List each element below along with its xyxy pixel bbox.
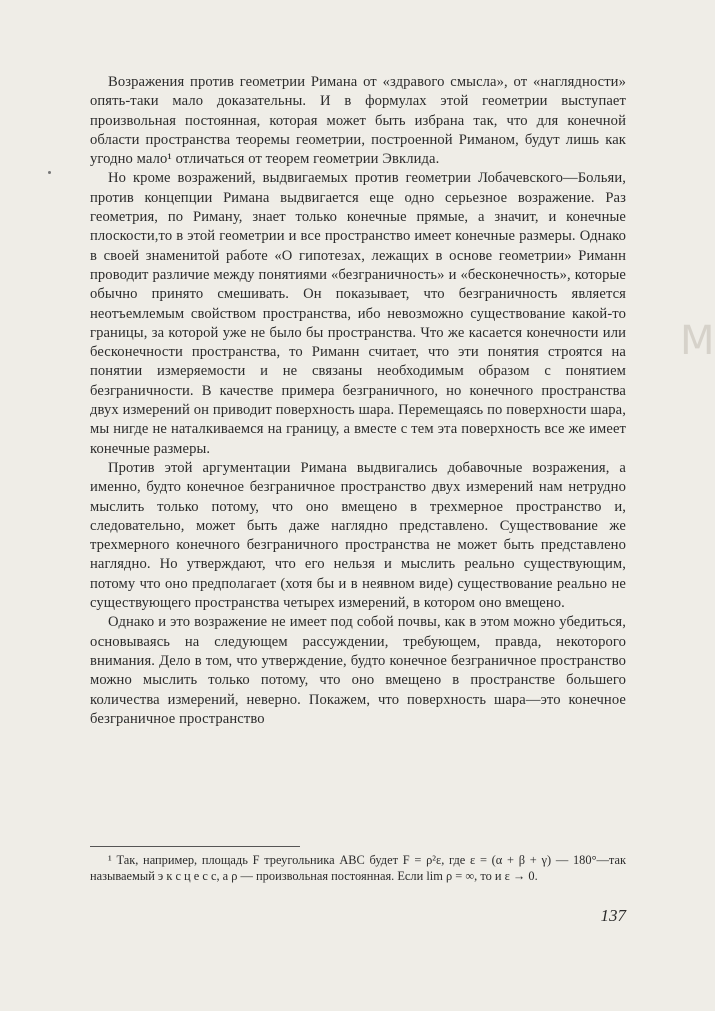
margin-dot [48, 171, 51, 174]
main-text [90, 73, 626, 729]
paragraph-4: Однако и это возражение не имеет под собой почвы, как в этом можно убедиться, основываясь на следующем рассуждении, требующем, правда, некоторого внимания. Дело в том, что утверждение, будто конечное безграничное пространство можно мыслить только потому, что оно вмещено в пространстве большего количества измерений, неверно. Покажем, что поверхность шара—это конечное безграничное пространство [90, 614, 626, 727]
paragraph-2: Но кроме возражений, выдвигаемых против геометрии Лобачевского—Больяи, против концепции Римана выдвигается еще одно серьезное возражение. Раз геометрия, по Риману, знает только конечные прямые, а значит, и конечные плоскости,то в этой геометрии и все пространство имеет конечные размеры. Однако в своей знаменитой работе «О гипотезах, лежащих в основе геометрии» Риманн проводит различие между понятиями «безграничность» и «бесконечность», которые обычно принято смешивать. Он показывает, что безграничность является неотъемлемым свойством пространства, ибо невозможно существование какой-то границы, за которой уже не было бы пространства. Что же касается конечности или бесконечности пространства, то Риманн считает, что эти понятия строятся на понятии измеряемости и не связаны необходимым образом с понятием безграничности. В качестве примера безграничного, но конечного пространства двух измерений он приводит поверхность шара. Перемещаясь по поверхности шара, мы нигде не наталкиваемся на границу, а вместе с тем эта поверхность все же имеет конечные размеры. [90, 170, 626, 457]
page-number: 137 [600, 906, 626, 925]
paragraph-3: Против этой аргументации Римана выдвигались добавочные возражения, а именно, будто конечное безграничное пространство двух измерений нам нетрудно мыслить только потому, что оно вмещено в трехмерное пространство и, следовательно, может быть даже наглядно представлено. Существование же трехмерного конечного безграничного пространства не может быть представлено наглядно. Но утверждают, что его нельзя и мыслить реально существующим, потому что оно предполагает (хотя бы и в неявном виде) существование реально не существующего пространства четырех измерений, в котором оно вмещено. [90, 459, 626, 612]
footnote: ¹ Так, например, площадь F треугольника ABC будет F = ρ²ε, где ε = (α + β + γ) — 180°—так называемый э к с ц е с с, а ρ — произвольная постоянная. Если lim ρ = ∞, то и ε → 0. [90, 853, 626, 883]
paragraph-1: Возражения против геометрии Римана от «здравого смысла», от «наглядности» опять-таки мало доказательны. И в формулах этой геометрии выступает произвольная постоянная, которая может быть избрана так, что для конечной области пространства теоремы геометрии, построенной Риманом, будут лишь как угодно мало¹ отличаться от теорем геометрии Эвклида. [90, 74, 626, 168]
margin-pencil-mark: M [680, 318, 715, 364]
footnote-divider [90, 846, 300, 847]
